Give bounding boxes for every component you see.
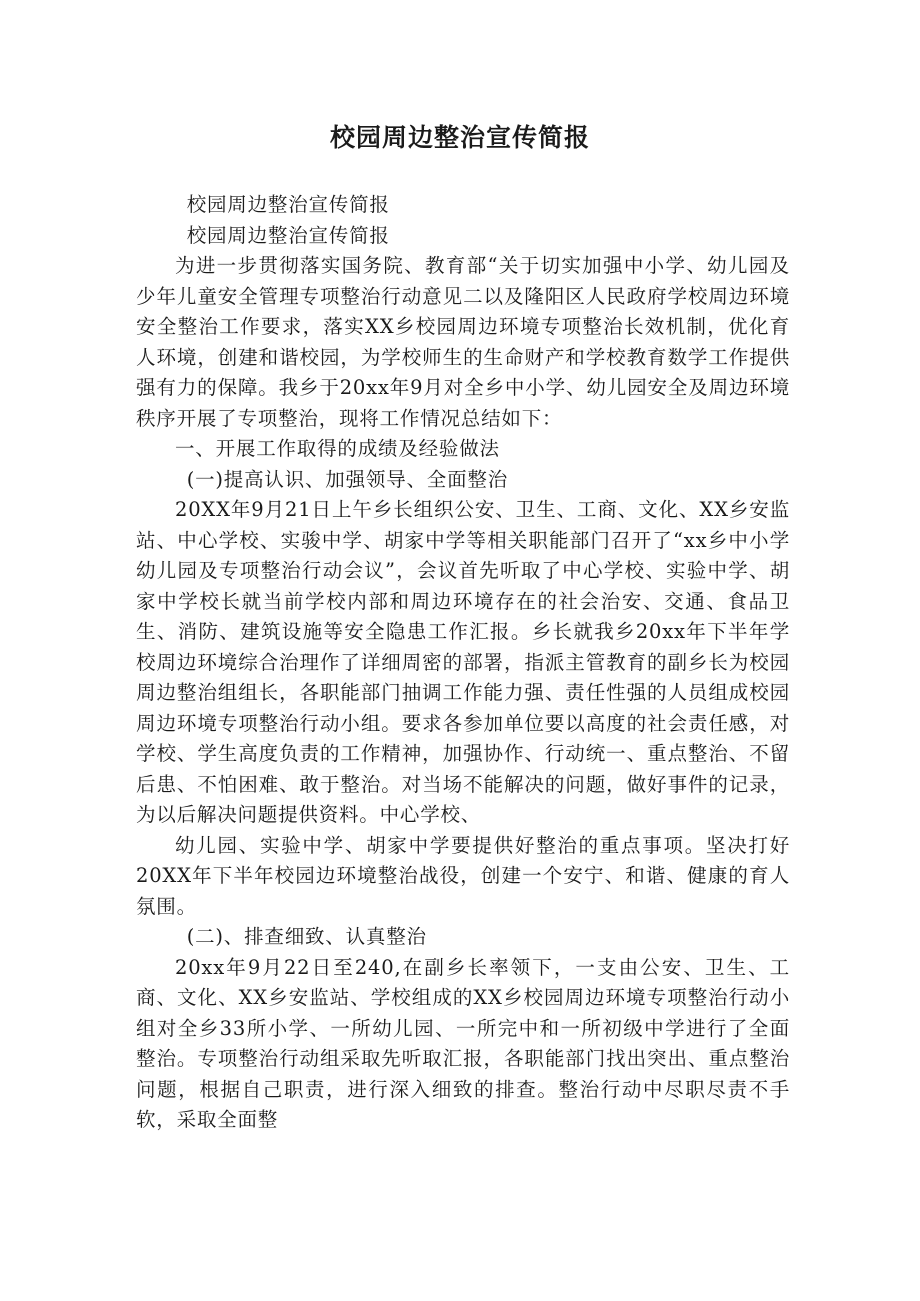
section-heading: 一、开展工作取得的成绩及经验做法 [175,437,500,460]
subsection-heading: (二)、排查细致、认真整治 [186,925,427,948]
subsection-heading: (一)提高认识、加强领导、全面整治 [186,467,509,491]
document-title: 校园周边整治宣传简报 [329,123,590,152]
paragraph: 幼儿园、实验中学、胡家中学要提供好整治的重点事项。坚决打好20XX年下半年校园边环境整治战役，创建一个安宁、和谐、健康的育人氛围。 [136,833,790,918]
paragraph: 校园周边整治宣传简报 [186,223,390,247]
document-body [136,190,790,1136]
paragraph: 为进一步贯彻落实国务院、教育部“关于切实加强中小学、幼儿园及少年儿童安全管理专项整治行动意见二以及隆阳区人民政府学校周边环境安全整治工作要求，落实XX乡校园周边环境专项整治长效机制，优化育人环境，创建和谐校园，为学校师生的生命财产和学校教育数学工作提供强有力的保障。我乡于20xx年9月对全乡中小学、幼儿园安全及周边环境秩序开展了专项整治，现将工作情况总结如下： [136,254,790,430]
paragraph: 20xx年9月22日至240,在副乡长率领下，一支由公安、卫生、工商、文化、XX乡安监站、学校组成的XX乡校园周边环境专项整治行动小组对全乡33所小学、一所幼儿园、一所完中和一所初级中学进行了全面整治。专项整治行动组采取先听取汇报，各职能部门找出突出、重点整治问题，根据自己职责，进行深入细致的排查。整治行动中尽职尽责不手软，采取全面整 [136,955,790,1131]
paragraph: 校园周边整治宣传简报 [186,193,390,216]
paragraph: 20XX年9月21日上午乡长组织公安、卫生、工商、文化、XX乡安监站、中心学校、实骏中学、胡家中学等相关职能部门召开了“xx乡中小学幼儿园及专项整治行动会议”，会议首先听取了中心学校、实验中学、胡家中学校长就当前学校内部和周边环境存在的社会治安、交通、食品卫生、消防、建筑设施等安全隐患工作汇报。乡长就我乡20xx年下半年学校周边环境综合治理作了详细周密的部署，指派主管教育的副乡长为校园周边整治组组长，各职能部门抽调工作能力强、责任性强的人员组成校园周边环境专项整治行动小组。要求各参加单位要以高度的社会责任感，对学校、学生高度负责的工作精神，加强协作、行动统一、重点整治、不留后患、不怕困难、敢于整治。对当场不能解决的问题，做好事件的记录，为以后解决问题提供资料。中心学校、 [136,498,790,826]
